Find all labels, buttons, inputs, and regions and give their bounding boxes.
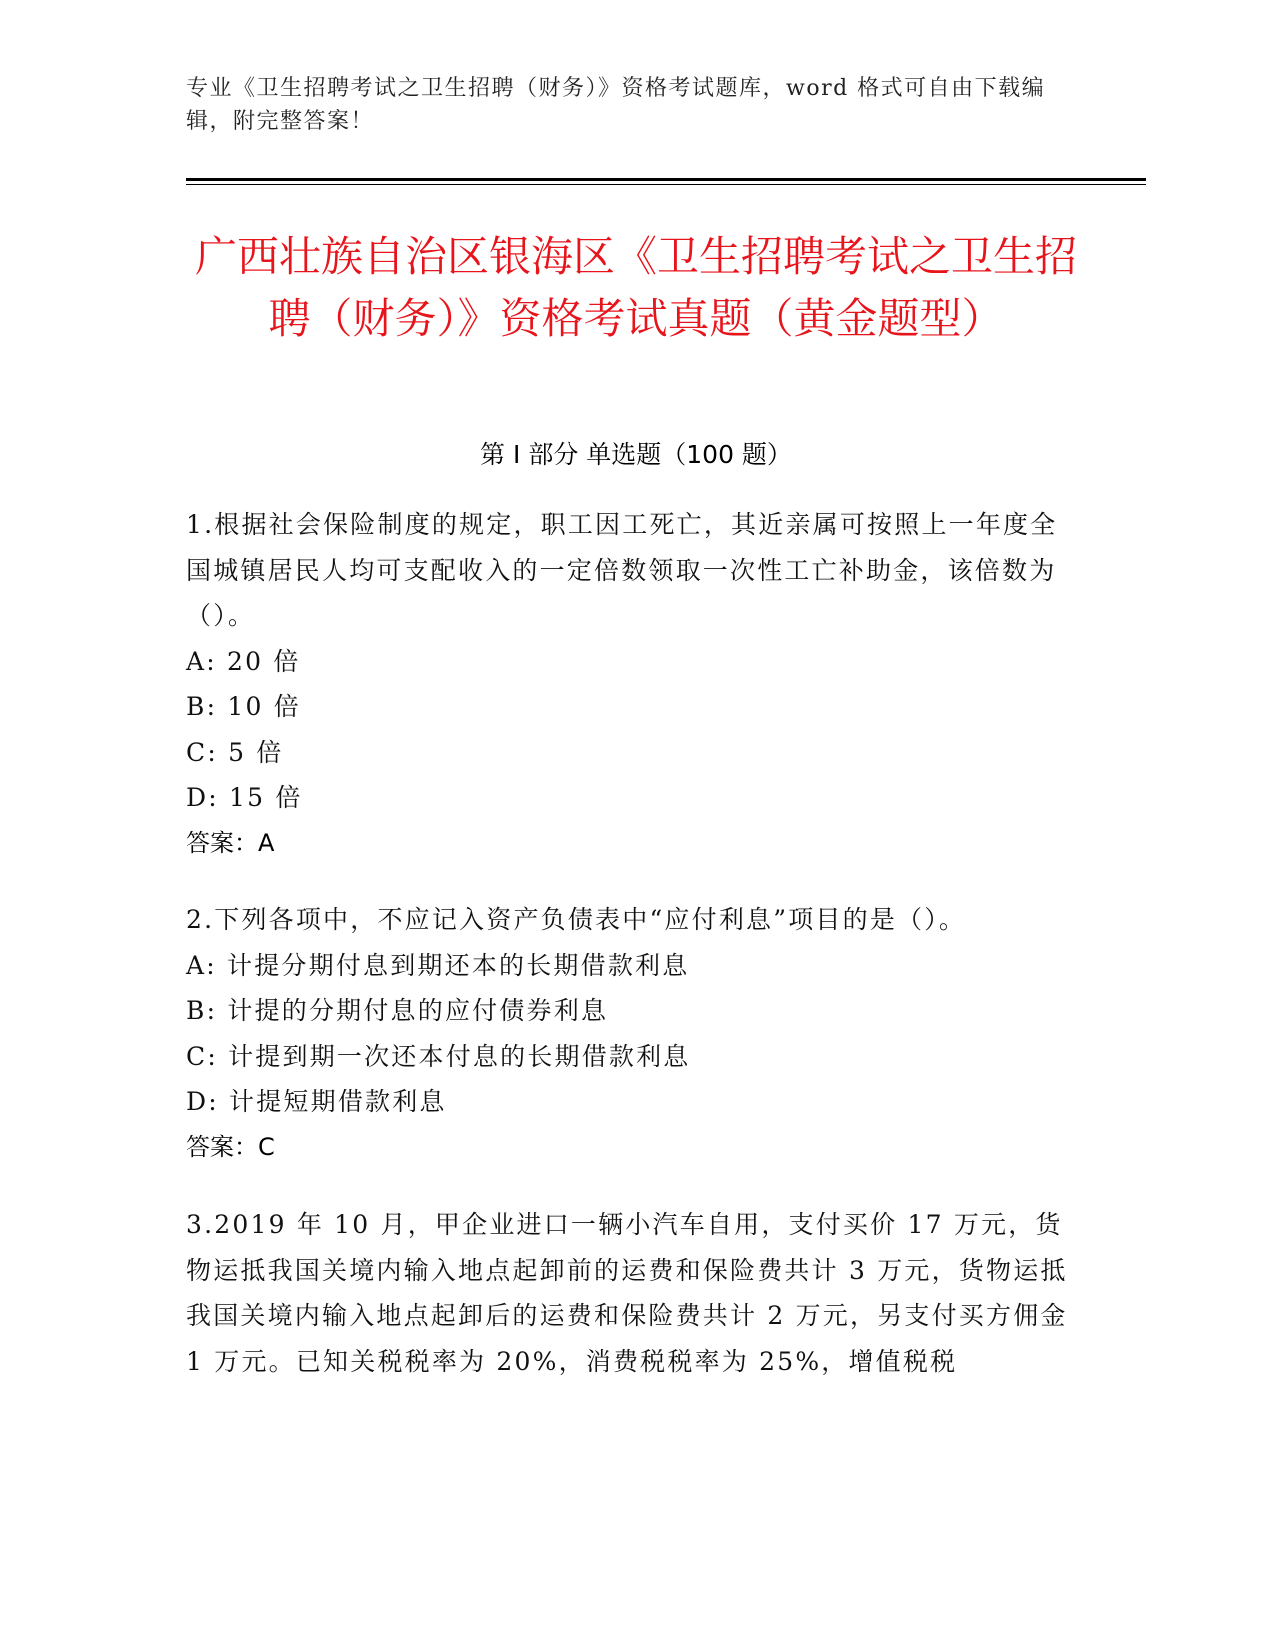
- option-d: D: 计提短期借款利息: [186, 1087, 447, 1116]
- question-stem: 2.下列各项中，不应记入资产负债表中“应付利息”项目的是（）。: [186, 905, 967, 934]
- question-1: [186, 502, 1076, 866]
- option-a: A: 20 倍: [186, 646, 301, 676]
- answer: 答案：A: [186, 828, 275, 857]
- header-note: 专业《卫生招聘考试之卫生招聘（财务）》资格考试题库，word 格式可自由下载编辑，附完整答案！: [186, 76, 1046, 134]
- header-rule-thick: [186, 178, 1146, 181]
- question-3: [186, 1202, 1076, 1384]
- header-rule-thin: [186, 184, 1146, 185]
- question-2: [186, 897, 1076, 1170]
- option-b: B: 计提的分期付息的应付债券利息: [186, 996, 609, 1025]
- option-d: D: 15 倍: [186, 783, 303, 812]
- section-heading: 第 I 部分 单选题（100 题）: [480, 440, 792, 469]
- answer: 答案：C: [186, 1132, 275, 1161]
- document-title: 广西壮族自治区银海区《卫生招聘考试之卫生招聘（财务）》资格考试真题（黄金题型）: [194, 232, 1077, 343]
- question-stem: 1.根据社会保险制度的规定，职工因工死亡，其近亲属可按照上一年度全国城镇居民人均可支配收入的一定倍数领取一次性工亡补助金，该倍数为（）。: [186, 510, 1058, 630]
- option-c: C: 5 倍: [186, 737, 284, 767]
- option-a: A: 计提分期付息到期还本的长期借款利息: [186, 950, 690, 980]
- question-stem: 3.2019 年 10 月，甲企业进口一辆小汽车自用，支付买价 17 万元，货物运抵我国关境内输入地点起卸前的运费和保险费共计 3 万元，货物运抵我国关境内输入地点起卸后的运费和保险费共计 2 万元，另支付买方佣金 1 万元。已知关税税率为 20%，消费税税率为 25%，增值税税: [186, 1210, 1068, 1376]
- option-c: C: 计提到期一次还本付息的长期借款利息: [186, 1041, 691, 1071]
- option-b: B: 10 倍: [186, 692, 301, 721]
